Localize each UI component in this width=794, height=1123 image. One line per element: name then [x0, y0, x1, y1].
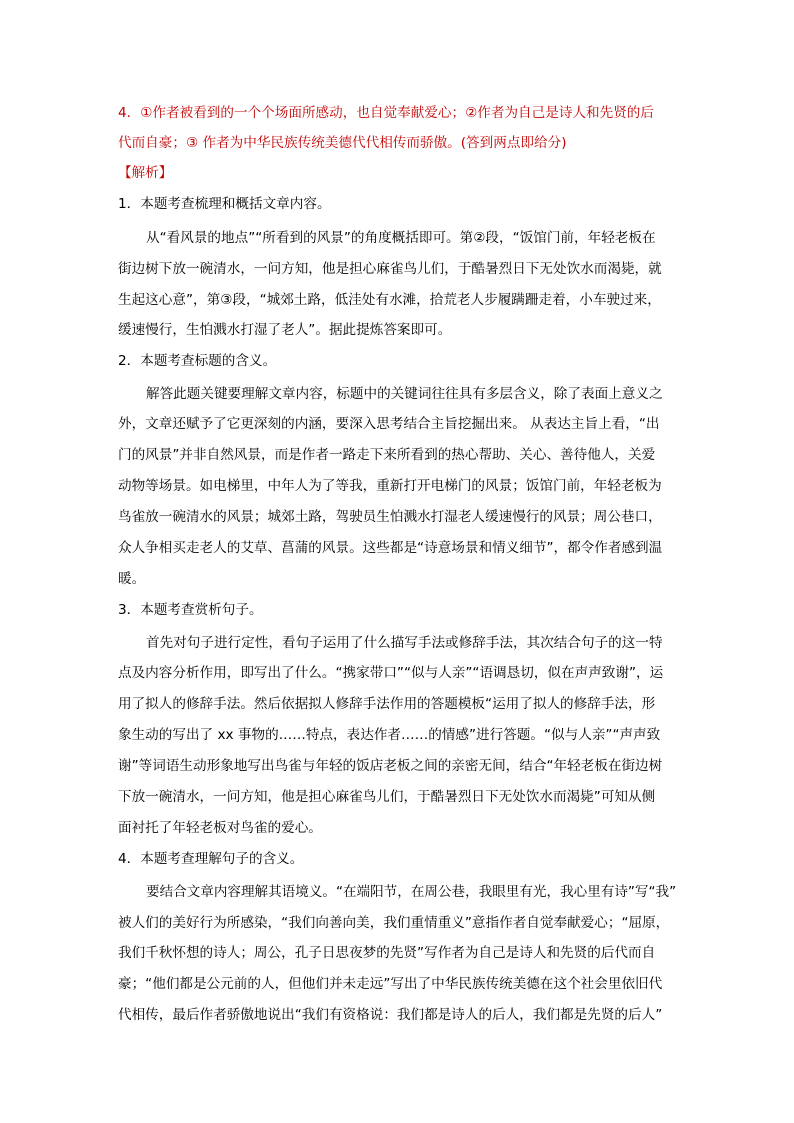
q1-line-2: 街边树下放一碗清水，一问方知，他是担心麻雀鸟儿们，于酷暑烈日下无处饮水而渴毙，就	[118, 261, 662, 277]
q3-line-6: 下放一碗清水，一问方知，他是担心麻雀鸟儿们，于酷暑烈日下无处饮水而渴毙”可知从侧	[118, 789, 656, 805]
q4-line-4: 豪；“他们都是公元前的人，但他们并未走远”写出了中华民族传统美德在这个社会里依旧代	[118, 976, 663, 992]
q3-line-1: 首先对句子进行定性，看句子运用了什么描写手法或修辞手法，其次结合句子的这一特	[146, 635, 663, 651]
q3-line-3: 用了拟人的修辞手法。然后依据拟人修辞手法作用的答题模板“运用了拟人的修辞手法，形	[118, 696, 656, 712]
answer4-line-1: 4．①作者被看到的一个个场面所感动，也自觉奉献爱心；②作者为自己是诗人和先贤的后	[118, 105, 654, 121]
analysis-heading: 【解析】	[118, 165, 173, 181]
q2-line-7: 暖。	[118, 571, 146, 587]
q4-line-3: 我们千秋怀想的诗人；周公，孔子日思夜梦的先贤”写作者为自己是诗人和先贤的后代而自	[118, 945, 656, 961]
q2-line-4: 动物等场景。如电梯里，中年人为了等我，重新打开电梯门的风景；饭馆门前，年轻老板为	[118, 478, 662, 494]
q2-line-1: 解答此题关键要理解文章内容，标题中的关键词往往具有多层含义，除了表面上意义之	[146, 386, 663, 402]
q2-line-2: 外，文章还赋予了它更深刻的内涵，要深入思考结合主旨挖掘出来。 从表达主旨上看，“出	[118, 416, 660, 432]
q4-line-2: 被人们的美好行为所感染，“我们向善向美，我们重情重义”意指作者自觉奉献爱心；“屈原，	[118, 915, 670, 931]
q3-line-2: 点及内容分析作用，即写出了什么。“携家带口”“似与人亲”“语调恳切，似在声声致谢”，运	[118, 665, 664, 681]
q2-line-6: 众人争相买走老人的艾草、菖蒲的风景。这些都是“诗意场景和情义细节”，都令作者感到温	[118, 540, 663, 556]
q1-line-4: 缓速慢行，生怕溅水打湿了老人”。据此提炼答案即可。	[118, 322, 452, 338]
q4-line-5: 代相传，最后作者骄傲地说出“我们有资格说：我们都是诗人的后人，我们都是先贤的后人”	[118, 1007, 663, 1023]
q3-title: 3．本题考查赏析句子。	[118, 602, 263, 618]
q3-line-4: 象生动的写出了 xx 事物的……特点，表达作者……的情感”进行答题。“似与人亲”“声声致	[118, 727, 661, 743]
q1-line-1: 从“看风景的地点”“所看到的风景”的角度概括即可。第②段，“饭馆门前，年轻老板在	[146, 230, 656, 246]
q2-line-3: 门的风景”并非自然风景，而是作者一路走下来所看到的热心帮助、关心、善待他人，关爱	[118, 447, 656, 463]
q4-line-1: 要结合文章内容理解其语境义。“在端阳节，在周公巷，我眼里有光，我心里有诗”写“我”	[146, 884, 677, 900]
q1-title: 1．本题考查梳理和概括文章内容。	[118, 196, 331, 212]
answer4-line-2: 代而自豪；③ 作者为中华民族传统美德代代相传而骄傲。(答到两点即给分)	[118, 135, 567, 151]
q2-line-5: 鸟雀放一碗清水的风景；城郊土路，驾驶员生怕溅水打湿老人缓速慢行的风景；周公巷口，	[118, 509, 662, 525]
q1-line-3: 生起这心意”，第③段，“城郊土路，低洼处有水滩，拾荒老人步履蹒跚走着，小车驶过来，	[118, 292, 661, 308]
q3-line-7: 面衬托了年轻老板对鸟雀的爱心。	[118, 820, 322, 836]
q2-title: 2．本题考查标题的含义。	[118, 353, 277, 369]
q3-line-5: 谢”等词语生动形象地写出鸟雀与年轻的饭店老板之间的亲密无间，结合“年轻老板在街边树	[118, 758, 663, 774]
q4-title: 4．本题考查理解句子的含义。	[118, 851, 304, 867]
